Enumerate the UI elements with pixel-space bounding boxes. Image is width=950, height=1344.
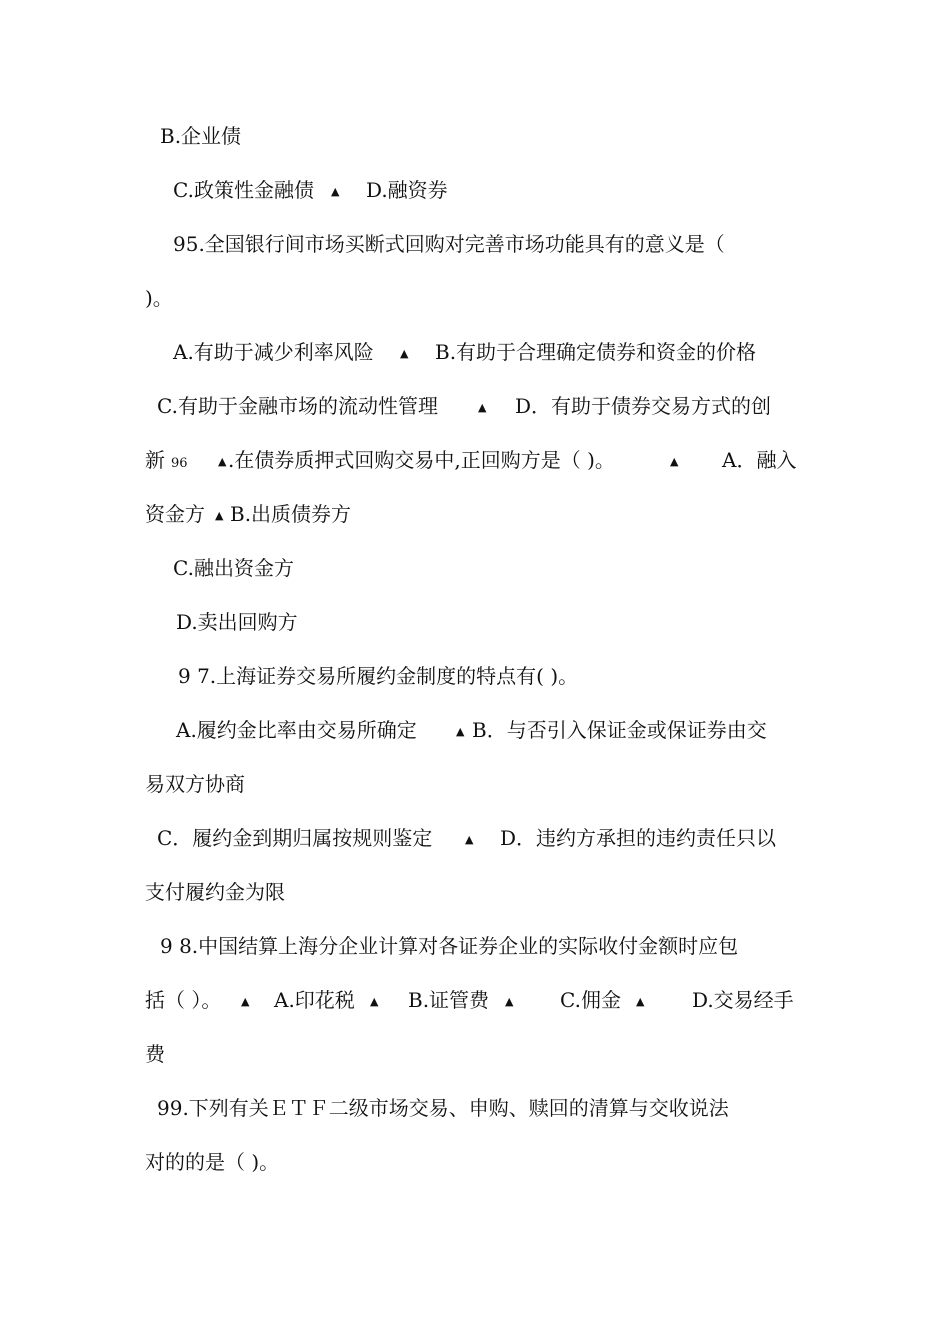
- option-b: B.企业债: [160, 124, 242, 148]
- option-c: C.佣金: [560, 988, 621, 1012]
- option-c: C.融出资金方: [173, 556, 294, 580]
- marker-icon: ▲: [400, 347, 409, 360]
- question-text: )。: [145, 286, 173, 310]
- option-d: D．违约方承担的违约责任只以: [500, 826, 777, 850]
- option-a: A.履约金比率由交易所确定: [176, 718, 417, 742]
- option-text: 新: [145, 448, 165, 472]
- option-text: 支付履约金为限: [145, 880, 285, 904]
- question-number: 96: [171, 456, 188, 471]
- option-d: D.交易经手: [692, 988, 794, 1012]
- marker-icon: ▲: [215, 509, 224, 522]
- marker-icon: ▲: [218, 455, 227, 468]
- marker-icon: ▲: [241, 995, 250, 1008]
- option-c: C．履约金到期归属按规则鉴定: [157, 826, 433, 850]
- option-a: A.有助于减少利率风险: [173, 340, 374, 364]
- marker-icon: ▲: [456, 725, 465, 738]
- question-96: .在债券质押式回购交易中,正回购方是（ )。: [228, 448, 615, 472]
- option-c: C.政策性金融债: [173, 178, 314, 202]
- marker-icon: ▲: [505, 995, 514, 1008]
- marker-icon: ▲: [478, 401, 487, 414]
- marker-icon: ▲: [636, 995, 645, 1008]
- question-text: 95.全国银行间市场买断式回购对完善市场功能具有的意义是（: [173, 232, 725, 256]
- option-b: B.有助于合理确定债券和资金的价格: [435, 340, 757, 364]
- option-d: D.融资券: [366, 178, 448, 202]
- option-c: C.有助于金融市场的流动性管理: [157, 394, 438, 418]
- option-a: A．融入: [722, 448, 797, 472]
- option-d: D．有助于债券交易方式的创: [515, 394, 772, 418]
- question-text: 99.下列有关ＥＴＦ二级市场交易、申购、赎回的清算与交收说法: [157, 1096, 729, 1120]
- option-d: D.卖出回购方: [176, 610, 298, 634]
- option-b: B.出质债券方: [230, 502, 352, 526]
- marker-icon: ▲: [670, 455, 679, 468]
- option-a: A.印花税: [274, 988, 355, 1012]
- question-text: 9 8.中国结算上海分企业计算对各证券企业的实际收付金额时应包: [160, 934, 739, 958]
- option-b: B．与否引入保证金或保证券由交: [472, 718, 767, 742]
- option-text: 资金方: [145, 502, 205, 526]
- option-text: 费: [145, 1042, 165, 1066]
- option-text: 易双方协商: [145, 772, 245, 796]
- marker-icon: ▲: [465, 833, 474, 846]
- option-b: B.证管费: [408, 988, 490, 1012]
- marker-icon: ▲: [331, 185, 340, 198]
- question-text: 括（ ）。: [145, 988, 222, 1012]
- question-text: 对的的是（ )。: [145, 1150, 280, 1174]
- marker-icon: ▲: [370, 995, 379, 1008]
- question-text: 9 7.上海证券交易所履约金制度的特点有( )。: [178, 664, 579, 688]
